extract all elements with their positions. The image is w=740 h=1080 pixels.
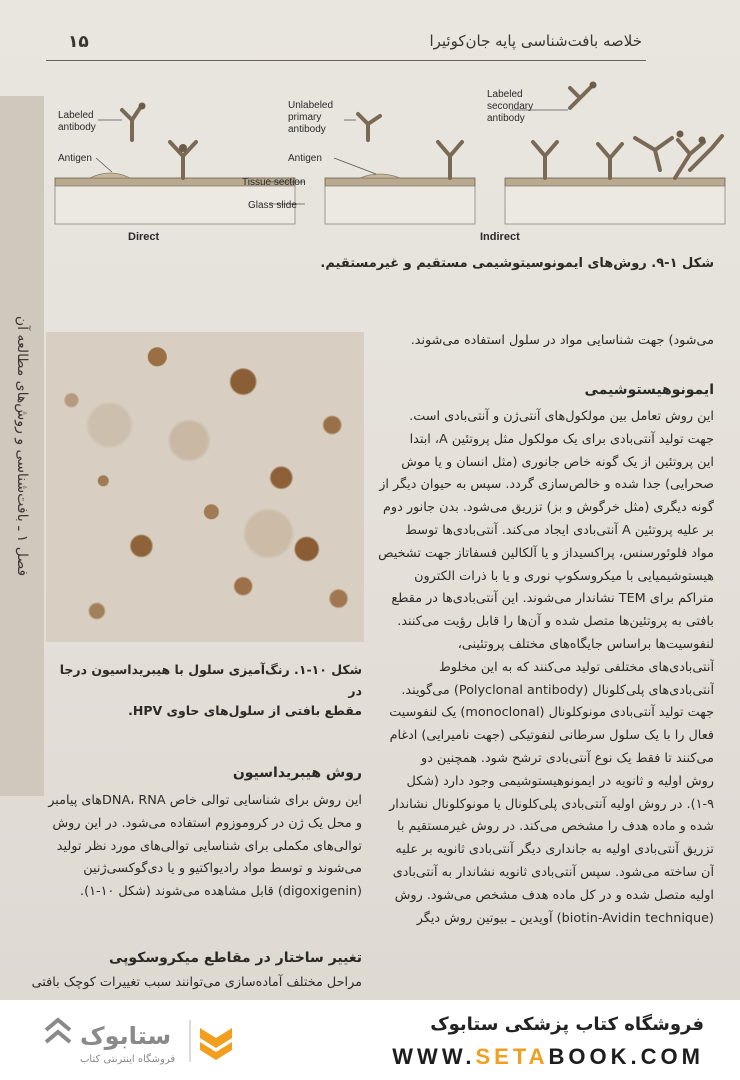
intro-paragraph (374, 330, 714, 353)
immuno-line: این پروتئین از یک گونه خاص جانوری (مثل انسان و یا موش (401, 454, 714, 470)
store-footer (0, 1000, 740, 1080)
immuno-line: روش اولیه و ثانویه در ایمونوهیستوشیمی وجود دارد (شکل (406, 773, 714, 789)
setabook-logo (40, 1012, 240, 1068)
website-accent: SETA (475, 1044, 549, 1069)
label-labeled-secondary-3: antibody (487, 113, 525, 124)
store-name: فروشگاه کتاب پزشکی ستابوک (430, 1014, 704, 1035)
structure-heading: تغییر ساختار در مقاطع میکروسکوپی (109, 950, 362, 966)
antibody-label-dot-direct-2 (179, 144, 187, 152)
secondary-antibody-cluster (635, 136, 722, 178)
hybrid-line: می‌شوند و توسط مواد رادیواکتیو و یا دی‌گوکسی‌ژنین (83, 861, 362, 877)
secondary-label-dot-1 (590, 82, 597, 89)
immuno-line: آنتی‌بادی‌های مختلفی تولید می‌کنند که به این مخلوط (438, 659, 714, 675)
label-unlabeled-primary-3: antibody (288, 124, 326, 135)
label-unlabeled-primary-2: primary (288, 112, 322, 123)
immuno-line: می‌کنند تا فقط یک نوع آنتی‌بادی ترشح شود. همچنین دو (421, 750, 714, 766)
antibody-label-dot-direct-1 (139, 103, 146, 110)
logo-chevron-icon (46, 1020, 70, 1042)
immuno-line: ۱-۹). در روش اولیه آنتی‌بادی پلی‌کلونال یا مونوکلونال نشاندار (389, 796, 714, 812)
page-header (46, 26, 646, 61)
immuno-line: بر علیه پروتئین A آنتی‌بادی ایجاد می‌کند. آنتی‌بادی‌ها توسط (405, 522, 714, 538)
antibody-diagram (50, 78, 730, 253)
immuno-line: آنتی‌بادی‌های پلی‌کلونال (Polyclonal antibody) می‌گویند. (401, 682, 714, 698)
immuno-line: مواد فلوئورسنس، پراکسیداز و یا آلکالین فسفاتاز جهت تشخیص (378, 545, 714, 561)
antigen-mound-direct (90, 173, 130, 178)
label-antigen-mid: Antigen (288, 153, 322, 164)
logo-brand-text: ستابوک (80, 1022, 172, 1050)
immuno-line: اولیه متصل شده و در کل ماده هدف مشخص می‌شود. روش (394, 887, 714, 903)
label-unlabeled-primary-1: Unlabeled (288, 100, 334, 111)
chapter-side-tab-text: فصل ۱ ـ بافت‌شناسی و روش‌های مطالعه آن (14, 315, 30, 577)
immuno-line: جهت تولید آنتی‌بادی مونوکلونال (monoclonal) یک لنفوسیت (389, 705, 714, 721)
immuno-line: آن ساخته می‌شود. سپس آنتی‌بادی ثانویه نشاندار به آنتی‌بادی (392, 864, 714, 880)
immuno-line: هیستوشیمیایی با میکروسکوپ نوری و یا با ذرات الکترون (414, 568, 714, 584)
immuno-line: شده و ماده هدف را مشخص می‌کند. در روش غیرمستقیم با (396, 819, 714, 835)
structure-line: مراحل مختلف آماده‌سازی می‌توانند سبب تغییرات کوچک بافتی (32, 975, 362, 990)
immuno-line: فعال را با یک سلول سرطانی لنفوتیکی (جهت نامیرایی) ادغام (389, 728, 714, 744)
intro-line: می‌شود) جهت شناسایی مواد در سلول استفاده می‌شوند. (410, 333, 714, 348)
label-labeled-secondary-2: secondary (487, 101, 534, 112)
structure-paragraph (32, 972, 362, 995)
label-direct: Direct (128, 231, 160, 243)
website-pre: WWW. (392, 1044, 476, 1069)
glass-slide-middle (325, 186, 475, 224)
label-labeled-secondary-1: Labeled (487, 89, 523, 100)
tissue-section-indirect (505, 178, 725, 186)
hybrid-heading: روش هیبریداسیون (232, 765, 362, 781)
figure10-micrograph (46, 332, 364, 642)
immuno-paragraph (369, 406, 714, 930)
secondary-label-dot-3 (677, 131, 684, 138)
labeled-antibody-direct-1 (122, 108, 140, 140)
antigen-mound-middle (360, 174, 400, 178)
immuno-line: (biotin-Avidin technique) آویدین ـ بیوتین روش دیگر (416, 910, 714, 926)
primary-antibody-1 (358, 114, 380, 140)
glass-slide-indirect (505, 186, 725, 224)
primary-antibody-indirect-1 (533, 142, 557, 178)
label-indirect: Indirect (480, 231, 520, 243)
hybrid-line: و محل یک ژن در کروموزوم استفاده می‌شود. در این روش (52, 815, 362, 831)
immuno-line: لنفوسیت‌ها براساس جایگاه‌های مختلف پروتئینی، (457, 636, 714, 652)
immuno-line: این روش تعامل بین مولکول‌های آنتی‌ژن و آنتی‌بادی است. (409, 409, 714, 424)
immuno-line: گونه دیگری (مثل خرگوش و بز) تزریق می‌شود. بدن جانور دوم (383, 500, 714, 516)
immuno-line: بافتی به پروتئین‌ها متصل شده و آن‌ها را قابل رؤیت می‌کنند. (397, 614, 714, 630)
tissue-section-middle (325, 178, 475, 186)
immuno-heading: ایمونوهیستوشیمی (584, 382, 714, 398)
chapter-side-tab (0, 96, 44, 796)
immuno-line: تزریق آنتی‌بادی اولیه به جانداری دیگر آنتی‌بادی ثانویه بر علیه (395, 842, 714, 858)
label-labeled-antibody-2: antibody (58, 122, 96, 133)
hybrid-line: (digoxigenin) قابل مشاهده می‌شوند (شکل ۱۰-۱). (80, 884, 362, 900)
store-website[interactable] (392, 1044, 704, 1070)
secondary-antibody-1 (570, 88, 590, 108)
hybrid-line: توالی‌های مکملی برای شناسایی توالی‌های مورد نظر تولید (56, 838, 362, 854)
hybrid-paragraph (32, 790, 362, 904)
figure9-caption: شکل ۱-۹. روش‌های ایمونوسیتوشیمی مستقیم و غیرمستقیم. (320, 256, 714, 271)
primary-antibody-indirect-2 (598, 144, 622, 178)
book-title: خلاصه بافت‌شناسی پایه جان‌کوئیرا (429, 32, 642, 50)
primary-antibody-2 (438, 142, 462, 178)
figure10-caption-line-2: مقطع بافتی از سلول‌های حاوی HPV. (128, 703, 362, 719)
label-labeled-antibody-1: Labeled (58, 110, 94, 121)
logo-book-icon (200, 1028, 232, 1060)
hybrid-line: این روش برای شناسایی توالی خاص DNA، RNAهای پیامبر (48, 793, 362, 808)
website-post: BOOK.COM (548, 1044, 704, 1069)
label-tissue-section: Tissue section (242, 177, 306, 188)
immuno-line: جهت تولید آنتی‌بادی برای یک مولکول مثل پروتئین A، ابتدا (409, 431, 714, 447)
figure-immunocytochemistry-diagram (50, 78, 730, 253)
logo-brand-sub: فروشگاه اینترنتی کتاب (80, 1054, 176, 1065)
label-glass-slide: Glass slide (248, 200, 297, 211)
figure10-caption (42, 660, 362, 722)
immuno-line: صحرایی) جدا شده و خالص‌سازی گردد. سپس به حیوان دیگر از (379, 477, 714, 493)
page-number: ۱۵ (68, 32, 89, 52)
label-antigen-left: Antigen (58, 153, 92, 164)
secondary-label-dot-2 (699, 137, 706, 144)
figure10-caption-line-1: شکل ۱۰-۱. رنگ‌آمیزی سلول با هیبریداسیون درجا در (59, 662, 362, 698)
immuno-line: متراکم برای TEM نشاندار می‌شوند. این آنتی‌بادی‌ها در مقطع (391, 591, 714, 607)
